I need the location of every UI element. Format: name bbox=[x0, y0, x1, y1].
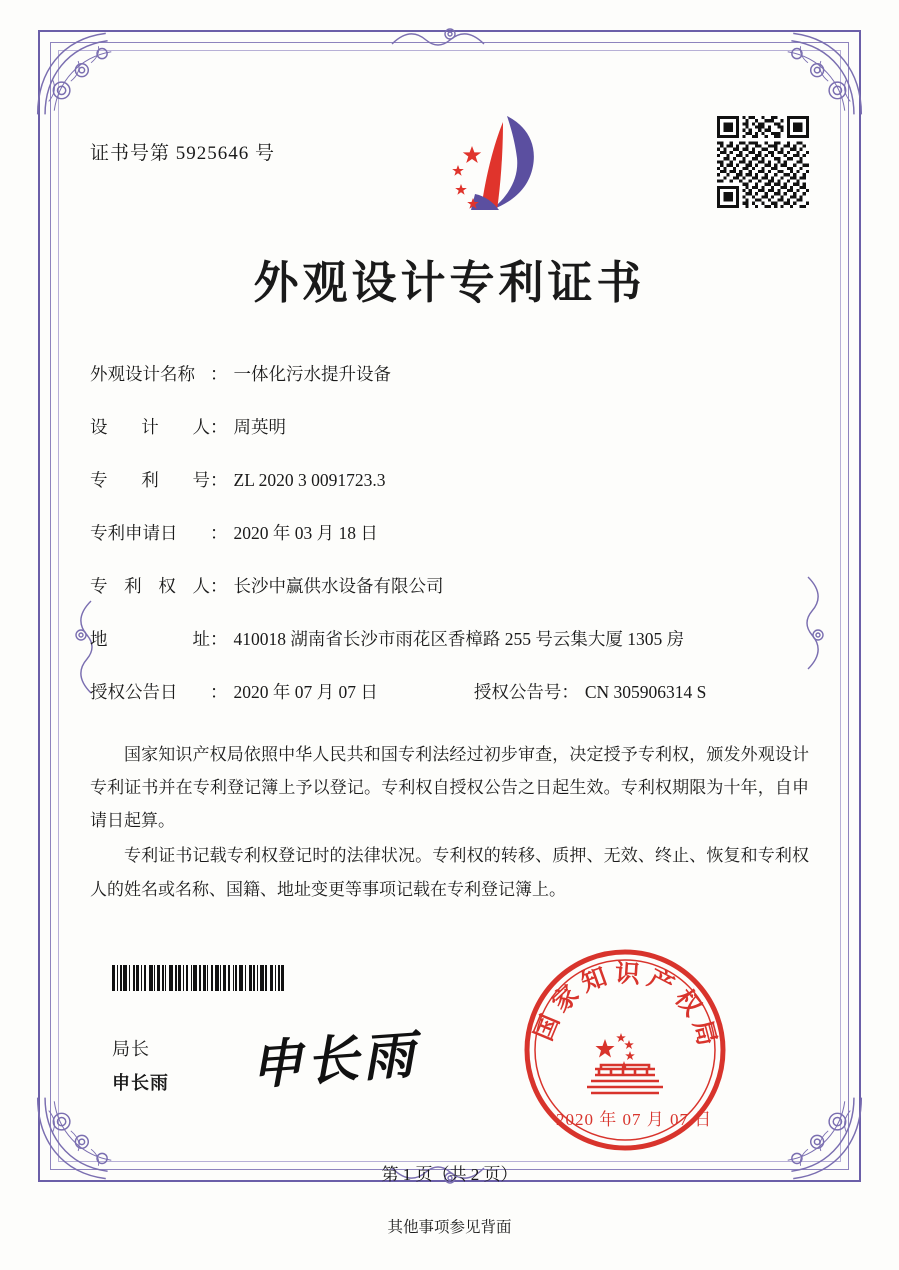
field-label: 外观设计名称 bbox=[90, 364, 195, 384]
field-value: 2020 年 03 月 18 日 bbox=[233, 523, 378, 543]
signature-name: 申长雨 bbox=[112, 1073, 169, 1094]
field-colon: ： bbox=[210, 364, 228, 384]
field-colon: ： bbox=[210, 576, 228, 596]
field-colon: ： bbox=[210, 682, 228, 702]
field-colon: ： bbox=[210, 470, 228, 490]
page-number: 第 1 页（共 2 页） bbox=[381, 1165, 518, 1184]
field-value: 410018 湖南省长沙市雨花区香樟路 255 号云集大厦 1305 房 bbox=[233, 629, 685, 649]
field-value: 周英明 bbox=[233, 417, 286, 437]
seal-date: 2020 年 07 月 07 日 bbox=[556, 1110, 713, 1129]
field-application-date bbox=[90, 520, 809, 545]
field-label: 设 计 人 bbox=[90, 417, 210, 437]
edge-ornament-icon bbox=[390, 22, 510, 48]
legal-paragraph-2: 专利证书记载专利权登记时的法律状况。专利权的转移、质押、无效、终止、恢复和专利权人的姓名或名称、国籍、地址变更等事项记载在专利登记簿上。 bbox=[90, 846, 809, 899]
field-designer bbox=[90, 414, 809, 439]
legal-paragraph-1: 国家知识产权局依照中华人民共和国专利法经过初步审查，决定授予专利权，颁发外观设计专利证书并在专利登记簿上予以登记。专利权自授权公告之日起生效。专利权期限为十年，自申请日起算。 bbox=[90, 745, 809, 831]
handwritten-signature: 申长雨 bbox=[248, 1024, 421, 1097]
footnote: 其他事项参见背面 bbox=[387, 1219, 512, 1236]
grant-date-value: 2020 年 07 月 07 日 bbox=[233, 682, 378, 702]
field-colon: ： bbox=[210, 417, 228, 437]
header-row bbox=[90, 110, 809, 230]
field-patentee bbox=[90, 573, 809, 598]
field-patent-number bbox=[90, 467, 809, 492]
grant-number-label: 授权公告号 bbox=[473, 682, 562, 702]
grant-date-label: 授权公告日 bbox=[90, 682, 178, 702]
svg-text:国家知识产权局: 国家知识产权局 bbox=[528, 958, 724, 1055]
field-design-name bbox=[90, 361, 809, 386]
qr-code bbox=[717, 116, 809, 208]
field-list bbox=[90, 361, 809, 704]
field-label: 地 址 bbox=[90, 629, 210, 649]
field-label: 专 利 号 bbox=[90, 470, 210, 490]
field-colon: ： bbox=[210, 523, 228, 543]
field-value: ZL 2020 3 0091723.3 bbox=[233, 470, 386, 490]
grant-number-value: CN 305906314 S bbox=[584, 682, 707, 702]
field-label: 专 利 权 人 bbox=[90, 576, 210, 596]
certificate-number: 证书号第 5925646 号 bbox=[90, 143, 276, 164]
certificate-content bbox=[90, 110, 809, 908]
field-colon: ： bbox=[210, 629, 228, 649]
cnipa-logo-icon bbox=[441, 110, 561, 225]
barcode bbox=[112, 965, 350, 991]
field-address bbox=[90, 626, 809, 651]
field-value: 长沙中赢供水设备有限公司 bbox=[233, 576, 444, 596]
page-title: 外观设计专利证书 bbox=[253, 256, 646, 309]
signature-block bbox=[112, 1032, 169, 1100]
signature-role: 局长 bbox=[112, 1039, 150, 1059]
field-value: 一体化污水提升设备 bbox=[233, 364, 391, 384]
field-colon: ： bbox=[561, 682, 579, 702]
field-grant-announcement bbox=[90, 679, 809, 704]
field-label: 专利申请日 bbox=[90, 523, 178, 543]
legal-text bbox=[90, 738, 809, 906]
